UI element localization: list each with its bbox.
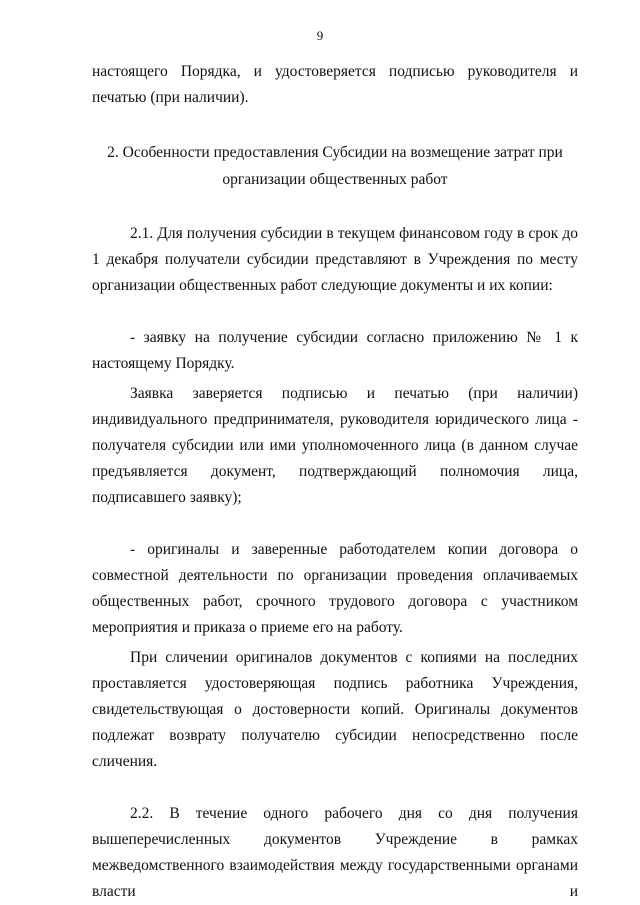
page-number: 9 bbox=[316, 28, 324, 43]
list-item-originals: - оригиналы и заверенные работодателем копии договора о совместной деятельности по организации проведения оплачиваемых общественных работ, срочного трудового договора с участником мероприятия и приказа о приеме его на работу. bbox=[92, 541, 578, 636]
paragraph-verification: При сличении оригиналов документов с копиями на последних проставляется удостоверяющая подпись работника Учреждения, свидетельствующая о достоверности копий. Оригиналы документов подлежат возврату получателю субсидии непосредственно после сличения. bbox=[92, 649, 578, 770]
section-heading: 2. Особенности предоставления Субсидии на возмещение затрат при организации общественных работ bbox=[107, 144, 563, 188]
document-body bbox=[92, 59, 578, 905]
list-item-application: - заявку на получение субсидии согласно приложению № 1 к настоящему Порядку. bbox=[92, 329, 578, 372]
paragraph-continuation: настоящего Порядка, и удостоверяется подписью руководителя и печатью (при наличии). bbox=[92, 63, 578, 106]
clause-2-1: 2.1. Для получения субсидии в текущем финансовом году в срок до 1 декабря получатели субсидии представляют в Учреждения по месту организации общественных работ следующие документы и их копии: bbox=[92, 225, 578, 294]
paragraph-application-certification: Заявка заверяется подписью и печатью (при наличии) индивидуального предпринимателя, руководителя юридического лица - получателя субсидии или ими уполномоченного лица (в данном случае предъявляется документ, подтверждающий полномочия лица, подписавшего заявку); bbox=[92, 385, 578, 506]
clause-2-2: 2.2. В течение одного рабочего дня со дня получения вышеперечисленных документов Учреждение в рамках межведомственного взаимодействия между государственными органами власти и bbox=[92, 805, 578, 900]
